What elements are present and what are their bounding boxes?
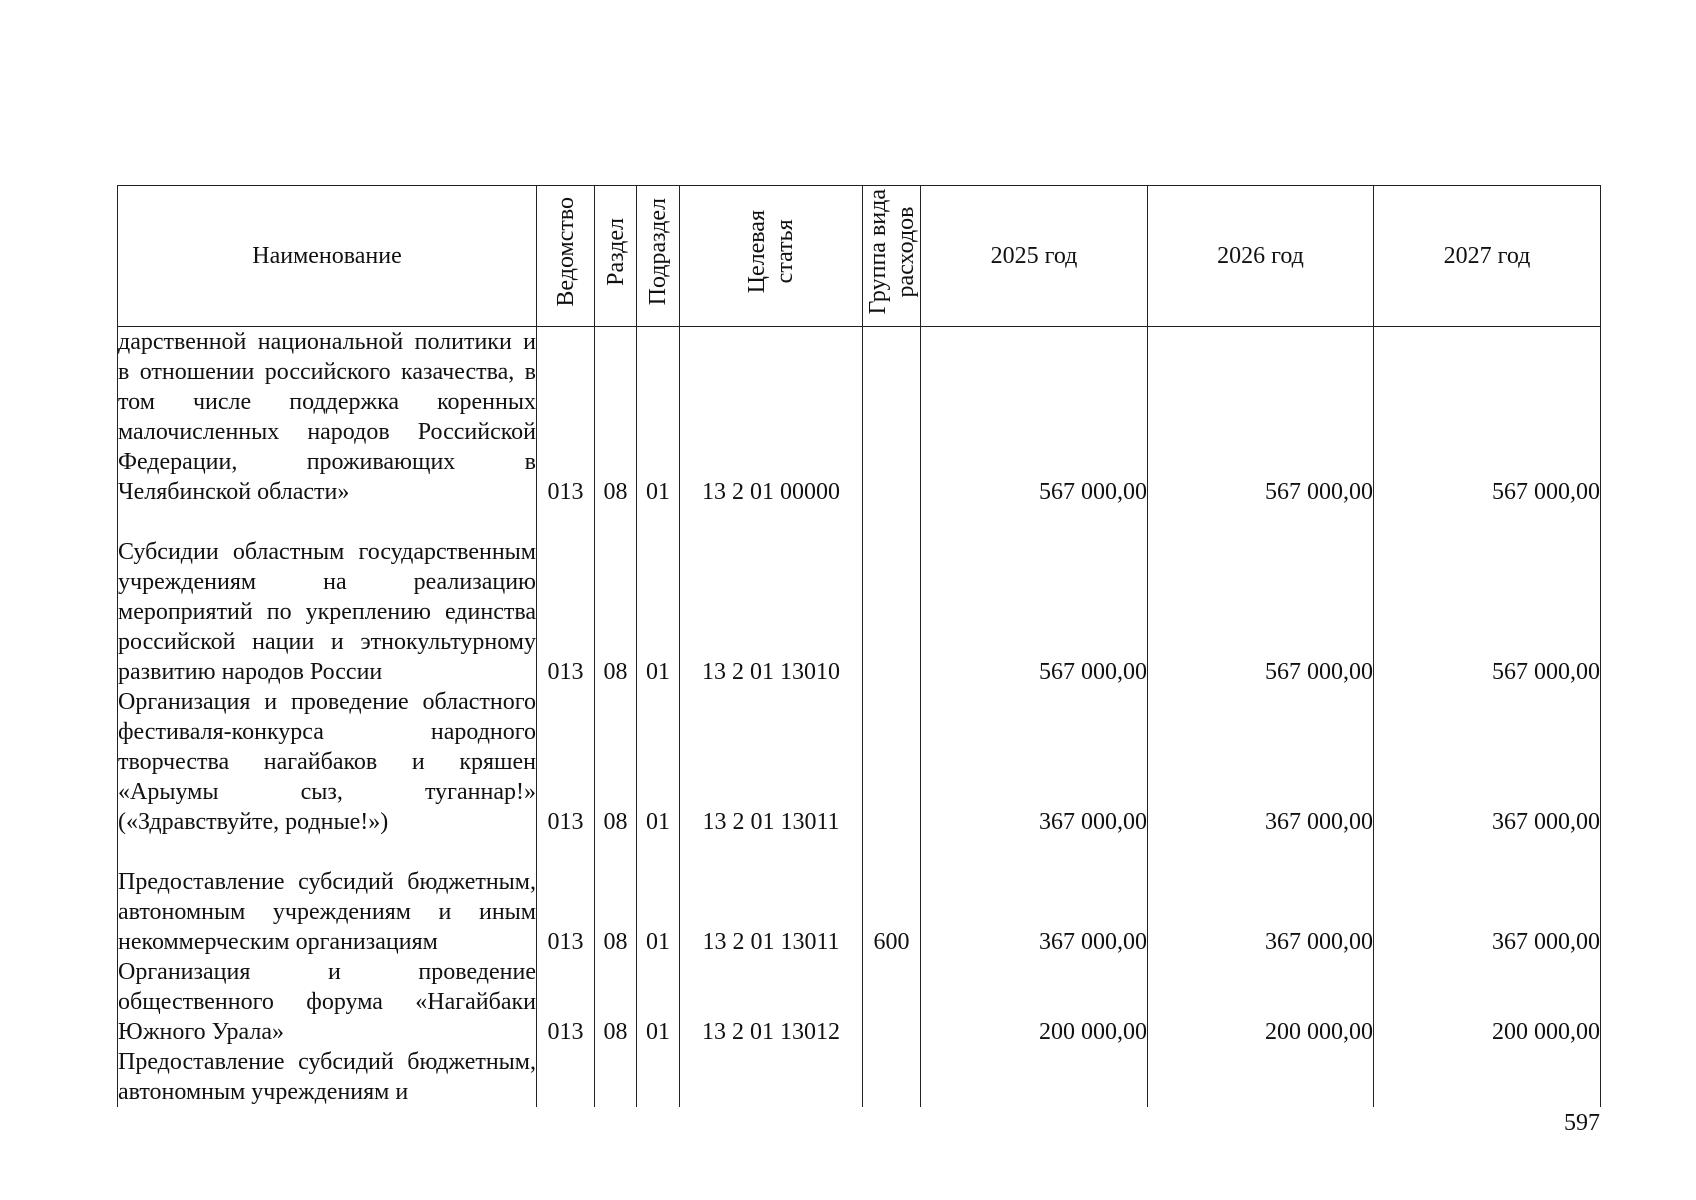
row-amount-2025: [921, 1047, 1148, 1107]
row-expense-group: [863, 957, 921, 1047]
row-target-article: 13 2 01 00000: [680, 327, 863, 508]
row-target-article: 13 2 01 13010: [680, 507, 863, 687]
row-amount-2025: 367 000,00: [921, 687, 1148, 837]
row-amount-2027: 200 000,00: [1374, 957, 1601, 1047]
row-target-article: 13 2 01 13011: [680, 687, 863, 837]
row-amount-2026: 567 000,00: [1148, 507, 1374, 687]
page-number: 597: [1564, 1110, 1600, 1136]
row-subsection: 01: [637, 957, 680, 1047]
row-amount-2027: 367 000,00: [1374, 837, 1601, 957]
row-amount-2026: 567 000,00: [1148, 327, 1374, 508]
row-section: 08: [595, 837, 637, 957]
table-header-row: [118, 186, 1601, 327]
row-amount-2026: 367 000,00: [1148, 837, 1374, 957]
table-row: [118, 327, 1601, 508]
row-expense-group: [863, 687, 921, 837]
row-target-article: 13 2 01 13012: [680, 957, 863, 1047]
row-amount-2025: 567 000,00: [921, 507, 1148, 687]
row-subsection: 01: [637, 507, 680, 687]
header-year-2025: 2025 год: [921, 186, 1148, 327]
row-target-article: 13 2 01 13011: [680, 837, 863, 957]
row-expense-group: 600: [863, 837, 921, 957]
row-amount-2027: 367 000,00: [1374, 687, 1601, 837]
row-name: Предоставление субсидий бюджетным, автономным учреждениям и иным некоммерческим организациям: [118, 837, 537, 957]
header-year-2026: 2026 год: [1148, 186, 1374, 327]
row-section: 08: [595, 687, 637, 837]
table-row: [118, 837, 1601, 957]
table-row: [118, 1047, 1601, 1107]
header-expense-group: Группа вида расходов: [863, 186, 921, 327]
row-expense-group: [863, 507, 921, 687]
row-section: [595, 1047, 637, 1107]
row-name: Организация и проведение общественного форума «Нагайбаки Южного Урала»: [118, 959, 536, 1045]
table-row: [118, 687, 1601, 837]
row-department: 013: [537, 327, 595, 508]
budget-table-sheet: [117, 185, 1600, 1110]
row-expense-group: [863, 327, 921, 508]
header-subsection: Подраздел: [637, 186, 680, 327]
row-amount-2026: 367 000,00: [1148, 687, 1374, 837]
row-subsection: 01: [637, 837, 680, 957]
row-subsection: 01: [637, 327, 680, 508]
row-section: 08: [595, 327, 637, 508]
row-department: 013: [537, 837, 595, 957]
header-target-article: Целевая статья: [680, 186, 863, 327]
row-department: [537, 1047, 595, 1107]
table-body: [118, 327, 1601, 1108]
row-department: 013: [537, 687, 595, 837]
row-department: 013: [537, 957, 595, 1047]
row-amount-2025: 567 000,00: [921, 327, 1148, 508]
header-name: Наименование: [118, 186, 537, 327]
row-amount-2025: 200 000,00: [921, 957, 1148, 1047]
row-amount-2027: 567 000,00: [1374, 507, 1601, 687]
row-department: 013: [537, 507, 595, 687]
table-row: [118, 957, 1601, 1047]
row-section: 08: [595, 957, 637, 1047]
table-row: [118, 507, 1601, 687]
row-name: Субсидии областным государственным учреждениям на реализацию мероприятий по укреплению единства российской нации и этнокультурному развитию народов России: [118, 507, 537, 687]
header-department: Ведомство: [537, 186, 595, 327]
budget-table: [117, 185, 1601, 1107]
row-name: Предоставление субсидий бюджетным, автономным учреждениям и: [118, 1049, 536, 1105]
row-name: Организация и проведение областного фестиваля-конкурса народного творчества нагайбаков и кряшен «Арыумы сыз, туганнар!» («Здравствуйте, родные!»): [118, 689, 536, 835]
row-name: дарственной национальной политики и в отношении российского казачества, в том числе поддержка коренных малочисленных народов Российской Федерации, проживающих в Челябинской области»: [118, 327, 537, 508]
row-amount-2027: [1374, 1047, 1601, 1107]
row-amount-2026: 200 000,00: [1148, 957, 1374, 1047]
row-amount-2027: 567 000,00: [1374, 327, 1601, 508]
row-amount-2025: 367 000,00: [921, 837, 1148, 957]
row-section: 08: [595, 507, 637, 687]
row-target-article: [680, 1047, 863, 1107]
row-amount-2026: [1148, 1047, 1374, 1107]
row-subsection: 01: [637, 687, 680, 837]
header-section: Раздел: [595, 186, 637, 327]
row-expense-group: [863, 1047, 921, 1107]
row-subsection: [637, 1047, 680, 1107]
header-year-2027: 2027 год: [1374, 186, 1601, 327]
